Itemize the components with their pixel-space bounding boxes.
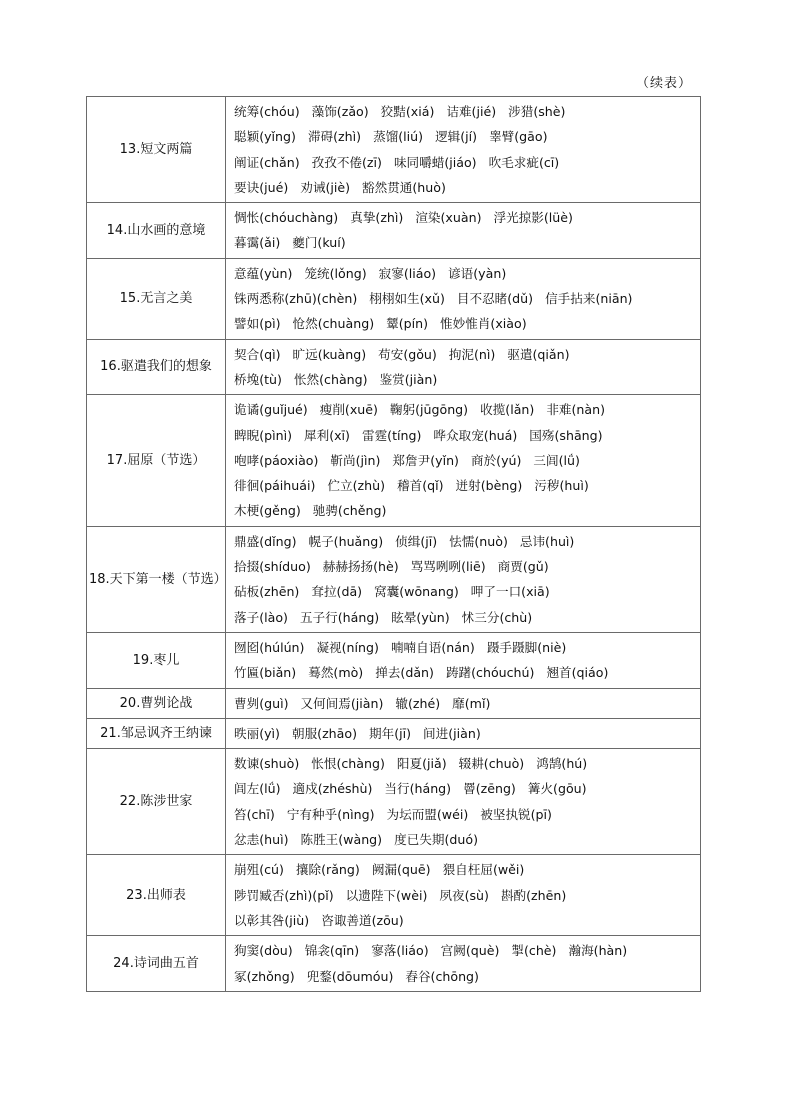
vocabulary-line <box>234 448 700 473</box>
vocabulary-cell <box>226 339 701 395</box>
vocabulary-term: 郑詹尹(yǐn) <box>392 452 459 468</box>
vocabulary-term: 真挚(zhì) <box>350 210 404 226</box>
lesson-title: 22.陈涉世家 <box>87 749 226 855</box>
vocabulary-line <box>234 802 700 827</box>
vocabulary-term: 寂寥(liáo) <box>378 265 437 281</box>
vocabulary-term: 渲染(xuàn) <box>415 210 482 226</box>
table-row <box>87 718 701 748</box>
vocabulary-term: 又何间焉(jiàn) <box>300 695 384 711</box>
vocabulary-term: 惟妙惟肖(xiào) <box>440 316 527 332</box>
vocabulary-table-body <box>87 97 701 992</box>
vocabulary-term: 伫立(zhù) <box>327 478 385 494</box>
vocabulary-line <box>234 827 700 852</box>
vocabulary-term: 蒸馏(liú) <box>373 129 424 145</box>
vocabulary-term: 朝服(zhāo) <box>291 725 357 741</box>
vocabulary-term: 窝囊(wōnang) <box>374 584 459 600</box>
vocabulary-cell <box>226 718 701 748</box>
vocabulary-term: 鞠躬(jūgōng) <box>389 402 469 418</box>
vocabulary-line <box>234 397 700 422</box>
vocabulary-term: 咨诹善道(zōu) <box>321 912 404 928</box>
vocabulary-term: 曹刿(guì) <box>234 695 289 711</box>
vocabulary-term: 踌躇(chóuchú) <box>445 665 535 681</box>
vocabulary-term: 赫赫扬扬(hè) <box>322 559 399 575</box>
vocabulary-term: 靡(mǐ) <box>452 695 491 711</box>
vocabulary-term: 味同嚼蜡(jiáo) <box>393 154 477 170</box>
table-row <box>87 339 701 395</box>
vocabulary-term: 猥自枉屈(wěi) <box>442 862 525 878</box>
vocabulary-term: 夔门(kuí) <box>292 235 346 251</box>
lesson-title: 18.天下第一楼（节选） <box>87 526 226 632</box>
vocabulary-line <box>234 261 700 286</box>
vocabulary-cell <box>226 855 701 936</box>
vocabulary-term: 迸射(bèng) <box>455 478 523 494</box>
vocabulary-line <box>234 721 700 746</box>
vocabulary-term: 篝火(gōu) <box>527 781 587 797</box>
vocabulary-term: 睥睨(pìnì) <box>234 427 292 443</box>
vocabulary-term: 怅然(chàng) <box>293 371 368 387</box>
vocabulary-term: 喃喃自语(nán) <box>390 639 475 655</box>
vocabulary-term: 契合(qì) <box>234 346 281 362</box>
table-row <box>87 632 701 688</box>
vocabulary-term: 当行(háng) <box>384 781 452 797</box>
vocabulary-term: 五子行(háng) <box>299 609 380 625</box>
vocabulary-cell <box>226 749 701 855</box>
vocabulary-term: 目不忍睹(dǔ) <box>456 291 534 307</box>
vocabulary-term: 呷了一口(xiā) <box>470 584 550 600</box>
lesson-title: 13.短文两篇 <box>87 97 226 203</box>
vocabulary-term: 陟罚臧否(zhì)(pǐ) <box>234 887 334 903</box>
vocabulary-term: 暮霭(ǎi) <box>234 235 281 251</box>
vocabulary-term: 砧板(zhēn) <box>234 584 300 600</box>
vocabulary-term: 咆哮(páoxiào) <box>234 452 319 468</box>
vocabulary-term: 数谏(shuò) <box>234 756 300 772</box>
vocabulary-term: 聪颖(yǐng) <box>234 129 296 145</box>
vocabulary-line <box>234 99 700 124</box>
vocabulary-term: 幌子(huǎng) <box>308 533 384 549</box>
vocabulary-line <box>234 205 700 230</box>
vocabulary-term: 诡谲(guǐjué) <box>234 402 308 418</box>
vocabulary-line <box>234 938 700 963</box>
continued-label: （续表） <box>635 76 692 91</box>
vocabulary-term: 掣(chè) <box>511 943 557 959</box>
vocabulary-line <box>234 286 700 311</box>
vocabulary-term: 骂骂咧咧(liē) <box>410 559 486 575</box>
vocabulary-line <box>234 473 700 498</box>
vocabulary-term: 適戍(zhéshù) <box>292 781 373 797</box>
vocabulary-term: 收揽(lǎn) <box>480 402 535 418</box>
vocabulary-cell <box>226 526 701 632</box>
vocabulary-line <box>234 605 700 630</box>
vocabulary-line <box>234 776 700 801</box>
vocabulary-term: 斟酌(zhēn) <box>500 887 567 903</box>
lesson-title: 24.诗词曲五首 <box>87 936 226 992</box>
vocabulary-line <box>234 691 700 716</box>
vocabulary-term: 怵三分(chù) <box>461 609 533 625</box>
vocabulary-term: 辙(zhé) <box>395 695 441 711</box>
vocabulary-term: 豁然贯通(huò) <box>362 179 446 195</box>
vocabulary-term: 要诀(jué) <box>234 179 289 195</box>
vocabulary-line <box>234 883 700 908</box>
lesson-title: 17.屈原（节选） <box>87 395 226 526</box>
vocabulary-term: 瘦削(xuē) <box>319 402 378 418</box>
vocabulary-term: 落子(lào) <box>234 609 288 625</box>
table-row <box>87 855 701 936</box>
vocabulary-term: 狡黠(xiá) <box>380 104 435 119</box>
lesson-title: 20.曹刿论战 <box>87 688 226 718</box>
table-row <box>87 97 701 203</box>
vocabulary-term: 统筹(chóu) <box>234 104 300 119</box>
vocabulary-term: 怅恨(chàng) <box>311 756 385 772</box>
vocabulary-line <box>234 857 700 882</box>
vocabulary-term: 桥堍(tù) <box>234 371 282 387</box>
vocabulary-term: 藻饰(zǎo) <box>311 104 369 119</box>
vocabulary-term: 阐证(chǎn) <box>234 154 300 170</box>
vocabulary-term: 侦缉(jī) <box>395 533 438 549</box>
vocabulary-term: 瀚海(hàn) <box>568 943 628 959</box>
vocabulary-term: 驱遣(qiǎn) <box>507 346 570 362</box>
vocabulary-term: 睾臂(gāo) <box>489 129 548 145</box>
vocabulary-term: 辍耕(chuò) <box>458 756 525 772</box>
vocabulary-term: 度已失期(duó) <box>394 832 478 848</box>
lesson-title: 19.枣儿 <box>87 632 226 688</box>
vocabulary-term: 蹑手蹑脚(niè) <box>486 639 567 655</box>
vocabulary-line <box>234 124 700 149</box>
vocabulary-term: 以遗陛下(wèi) <box>345 887 428 903</box>
vocabulary-term: 掸去(dǎn) <box>375 665 434 681</box>
vocabulary-term: 忌讳(huì) <box>519 533 575 549</box>
vocabulary-cell <box>226 936 701 992</box>
lesson-title: 21.邹忌讽齐王纳谏 <box>87 718 226 748</box>
vocabulary-line <box>234 230 700 255</box>
vocabulary-cell <box>226 632 701 688</box>
vocabulary-term: 滞碍(zhì) <box>307 129 362 145</box>
vocabulary-term: 拘泥(nì) <box>448 346 496 362</box>
vocabulary-term: 木梗(gěng) <box>234 503 301 519</box>
table-row <box>87 749 701 855</box>
vocabulary-term: 稽首(qǐ) <box>397 478 444 494</box>
vocabulary-term: 信手拈来(niān) <box>545 291 633 307</box>
vocabulary-term: 苟安(gǒu) <box>378 346 437 362</box>
vocabulary-term: 夙夜(sù) <box>439 887 489 903</box>
vocabulary-term: 狗窦(dòu) <box>234 943 293 959</box>
vocabulary-term: 驰骋(chěng) <box>312 503 387 519</box>
vocabulary-term: 宫阙(què) <box>440 943 500 959</box>
vocabulary-term: 徘徊(páihuái) <box>234 478 316 494</box>
vocabulary-term: 耷拉(dā) <box>311 584 363 600</box>
vocabulary-term: 惆怅(chóuchàng) <box>234 210 339 226</box>
lesson-title: 15.无言之美 <box>87 258 226 339</box>
vocabulary-term: 旷远(kuàng) <box>292 346 367 362</box>
vocabulary-term: 雷霆(tíng) <box>361 427 422 443</box>
vocabulary-term: 意蕴(yùn) <box>234 265 293 281</box>
vocabulary-term: 宁有种乎(nìng) <box>286 806 375 822</box>
vocabulary-term: 期年(jī) <box>369 725 412 741</box>
vocabulary-line <box>234 150 700 175</box>
vocabulary-term: 浮光掠影(lüè) <box>493 210 573 226</box>
vocabulary-term: 罾(zēng) <box>463 781 516 797</box>
vocabulary-term: 以彰其咎(jiù) <box>234 912 310 928</box>
vocabulary-cell <box>226 97 701 203</box>
table-row <box>87 936 701 992</box>
vocabulary-term: 昳丽(yì) <box>234 725 280 741</box>
vocabulary-line <box>234 498 700 523</box>
vocabulary-line <box>234 311 700 336</box>
vocabulary-term: 颦(pín) <box>386 316 429 332</box>
vocabulary-term: 逻辑(jí) <box>435 129 478 145</box>
vocabulary-cell <box>226 258 701 339</box>
vocabulary-term: 鸿鹄(hú) <box>536 756 588 772</box>
vocabulary-line <box>234 367 700 392</box>
vocabulary-term: 怆然(chuàng) <box>292 316 375 332</box>
vocabulary-term: 犀利(xī) <box>304 427 350 443</box>
vocabulary-term: 笞(chī) <box>234 806 275 822</box>
lesson-title: 16.驱遣我们的想象 <box>87 339 226 395</box>
vocabulary-term: 攘除(rǎng) <box>295 862 360 878</box>
vocabulary-term: 锦衾(qīn) <box>304 943 360 959</box>
vocabulary-term: 商贾(gǔ) <box>497 559 549 575</box>
table-row <box>87 203 701 259</box>
vocabulary-term: 譬如(pì) <box>234 316 281 332</box>
vocabulary-term: 国殇(shāng) <box>529 427 603 443</box>
vocabulary-term: 蓦然(mò) <box>308 665 364 681</box>
vocabulary-line <box>234 908 700 933</box>
vocabulary-line <box>234 635 700 660</box>
vocabulary-term: 诘难(jié) <box>446 104 497 119</box>
table-row <box>87 688 701 718</box>
vocabulary-term: 忿恚(huì) <box>234 832 289 848</box>
vocabulary-term: 间进(jiàn) <box>423 725 481 741</box>
vocabulary-term: 闾左(lǘ) <box>234 781 281 797</box>
vocabulary-term: 哗众取宠(huá) <box>433 427 518 443</box>
vocabulary-term: 阙漏(quē) <box>371 862 431 878</box>
vocabulary-table <box>86 96 701 992</box>
vocabulary-term: 吹毛求疵(cī) <box>488 154 560 170</box>
vocabulary-cell <box>226 203 701 259</box>
vocabulary-term: 寥落(liáo) <box>371 943 429 959</box>
vocabulary-term: 凝视(níng) <box>316 639 379 655</box>
vocabulary-term: 污秽(huì) <box>534 478 589 494</box>
vocabulary-term: 拾掇(shíduo) <box>234 559 311 575</box>
vocabulary-term: 兜鍪(dōumóu) <box>306 968 394 984</box>
table-row <box>87 258 701 339</box>
vocabulary-term: 涉猎(shè) <box>508 104 566 119</box>
vocabulary-line <box>234 660 700 685</box>
vocabulary-term: 眩晕(yùn) <box>391 609 450 625</box>
vocabulary-term: 商於(yú) <box>470 452 522 468</box>
vocabulary-term: 翘首(qiáo) <box>546 665 609 681</box>
vocabulary-term: 为坛而盟(wéi) <box>386 806 469 822</box>
vocabulary-line <box>234 554 700 579</box>
vocabulary-term: 笼统(lǒng) <box>304 265 367 281</box>
vocabulary-term: 阳夏(jiǎ) <box>396 756 447 772</box>
vocabulary-line <box>234 964 700 989</box>
lesson-title: 23.出师表 <box>87 855 226 936</box>
vocabulary-line <box>234 751 700 776</box>
lesson-title: 14.山水画的意境 <box>87 203 226 259</box>
vocabulary-line <box>234 175 700 200</box>
vocabulary-term: 怯懦(nuò) <box>449 533 508 549</box>
vocabulary-term: 囫囵(húlún) <box>234 639 305 655</box>
vocabulary-term: 鉴赏(jiàn) <box>379 371 438 387</box>
vocabulary-cell <box>226 395 701 526</box>
table-row <box>87 395 701 526</box>
vocabulary-term: 孜孜不倦(zī) <box>311 154 382 170</box>
vocabulary-term: 鼎盛(dǐng) <box>234 533 297 549</box>
vocabulary-term: 非难(nàn) <box>546 402 606 418</box>
vocabulary-term: 谚语(yàn) <box>448 265 507 281</box>
vocabulary-term: 崩殂(cú) <box>234 862 284 878</box>
vocabulary-term: 栩栩如生(xǔ) <box>369 291 445 307</box>
table-row <box>87 526 701 632</box>
vocabulary-line <box>234 529 700 554</box>
vocabulary-term: 陈胜王(wàng) <box>300 832 383 848</box>
vocabulary-term: 被坚执锐(pī) <box>480 806 552 822</box>
vocabulary-term: 竹匾(biǎn) <box>234 665 297 681</box>
vocabulary-term: 三闾(lǘ) <box>533 452 580 468</box>
vocabulary-term: 劝诫(jiè) <box>300 179 351 195</box>
vocabulary-term: 靳尚(jìn) <box>330 452 381 468</box>
vocabulary-term: 舂谷(chōng) <box>405 968 479 984</box>
vocabulary-term: 铢两悉称(zhū)(chèn) <box>234 291 358 307</box>
vocabulary-cell <box>226 688 701 718</box>
vocabulary-line <box>234 579 700 604</box>
vocabulary-line <box>234 342 700 367</box>
vocabulary-line <box>234 423 700 448</box>
vocabulary-term: 冢(zhǒng) <box>234 968 295 984</box>
